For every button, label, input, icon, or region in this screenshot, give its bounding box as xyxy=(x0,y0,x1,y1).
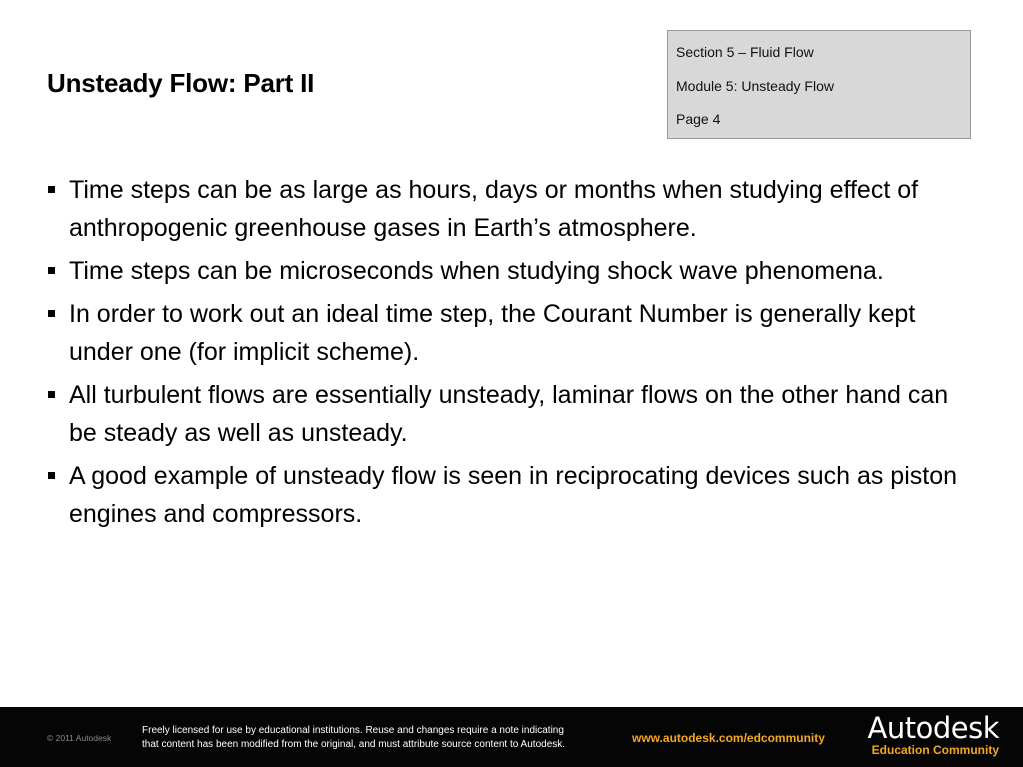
bullet-item xyxy=(47,457,967,533)
license-line: that content has been modified from the original, and must attribute source content to Autodesk. xyxy=(142,739,566,750)
brand-subtitle: Education Community xyxy=(871,743,999,757)
brand-name: Autodesk xyxy=(867,711,999,745)
bullet-text: Time steps can be microseconds when studying shock wave phenomena. xyxy=(69,257,884,285)
square-bullet-icon xyxy=(48,391,55,398)
bullet-list xyxy=(47,171,967,538)
bullet-item xyxy=(47,295,967,371)
edcommunity-link[interactable]: www.autodesk.com/edcommunity xyxy=(632,731,825,745)
license-notice xyxy=(142,724,632,752)
square-bullet-icon xyxy=(48,267,55,274)
copyright-text: © 2011 Autodesk xyxy=(47,733,112,743)
slide-title: Unsteady Flow: Part II xyxy=(47,68,315,98)
bullet-text: Time steps can be as large as hours, days or months when studying effect of anthropogenic greenhouse gases in Earth’s atmosphere. xyxy=(69,176,919,242)
section-info-box xyxy=(667,30,971,139)
square-bullet-icon xyxy=(48,186,55,193)
bullet-text: A good example of unsteady flow is seen in reciprocating devices such as piston engines and compressors. xyxy=(69,462,958,528)
bullet-text: In order to work out an ideal time step, the Courant Number is generally kept under one (for implicit scheme). xyxy=(69,300,916,366)
bullet-item xyxy=(47,171,967,247)
bullet-text: All turbulent flows are essentially unsteady, laminar flows on the other hand can be steady as well as unsteady. xyxy=(69,381,949,447)
footer-bar xyxy=(0,707,1023,767)
bullet-item xyxy=(47,252,967,290)
license-line: Freely licensed for use by educational institutions. Reuse and changes require a note indicating xyxy=(142,725,564,736)
bullet-item xyxy=(47,376,967,452)
module-label: Module 5: Unsteady Flow xyxy=(676,77,834,94)
square-bullet-icon xyxy=(48,310,55,317)
section-label: Section 5 – Fluid Flow xyxy=(676,44,814,60)
square-bullet-icon xyxy=(48,472,55,479)
autodesk-logo xyxy=(839,713,999,757)
page-label: Page 4 xyxy=(676,111,721,127)
